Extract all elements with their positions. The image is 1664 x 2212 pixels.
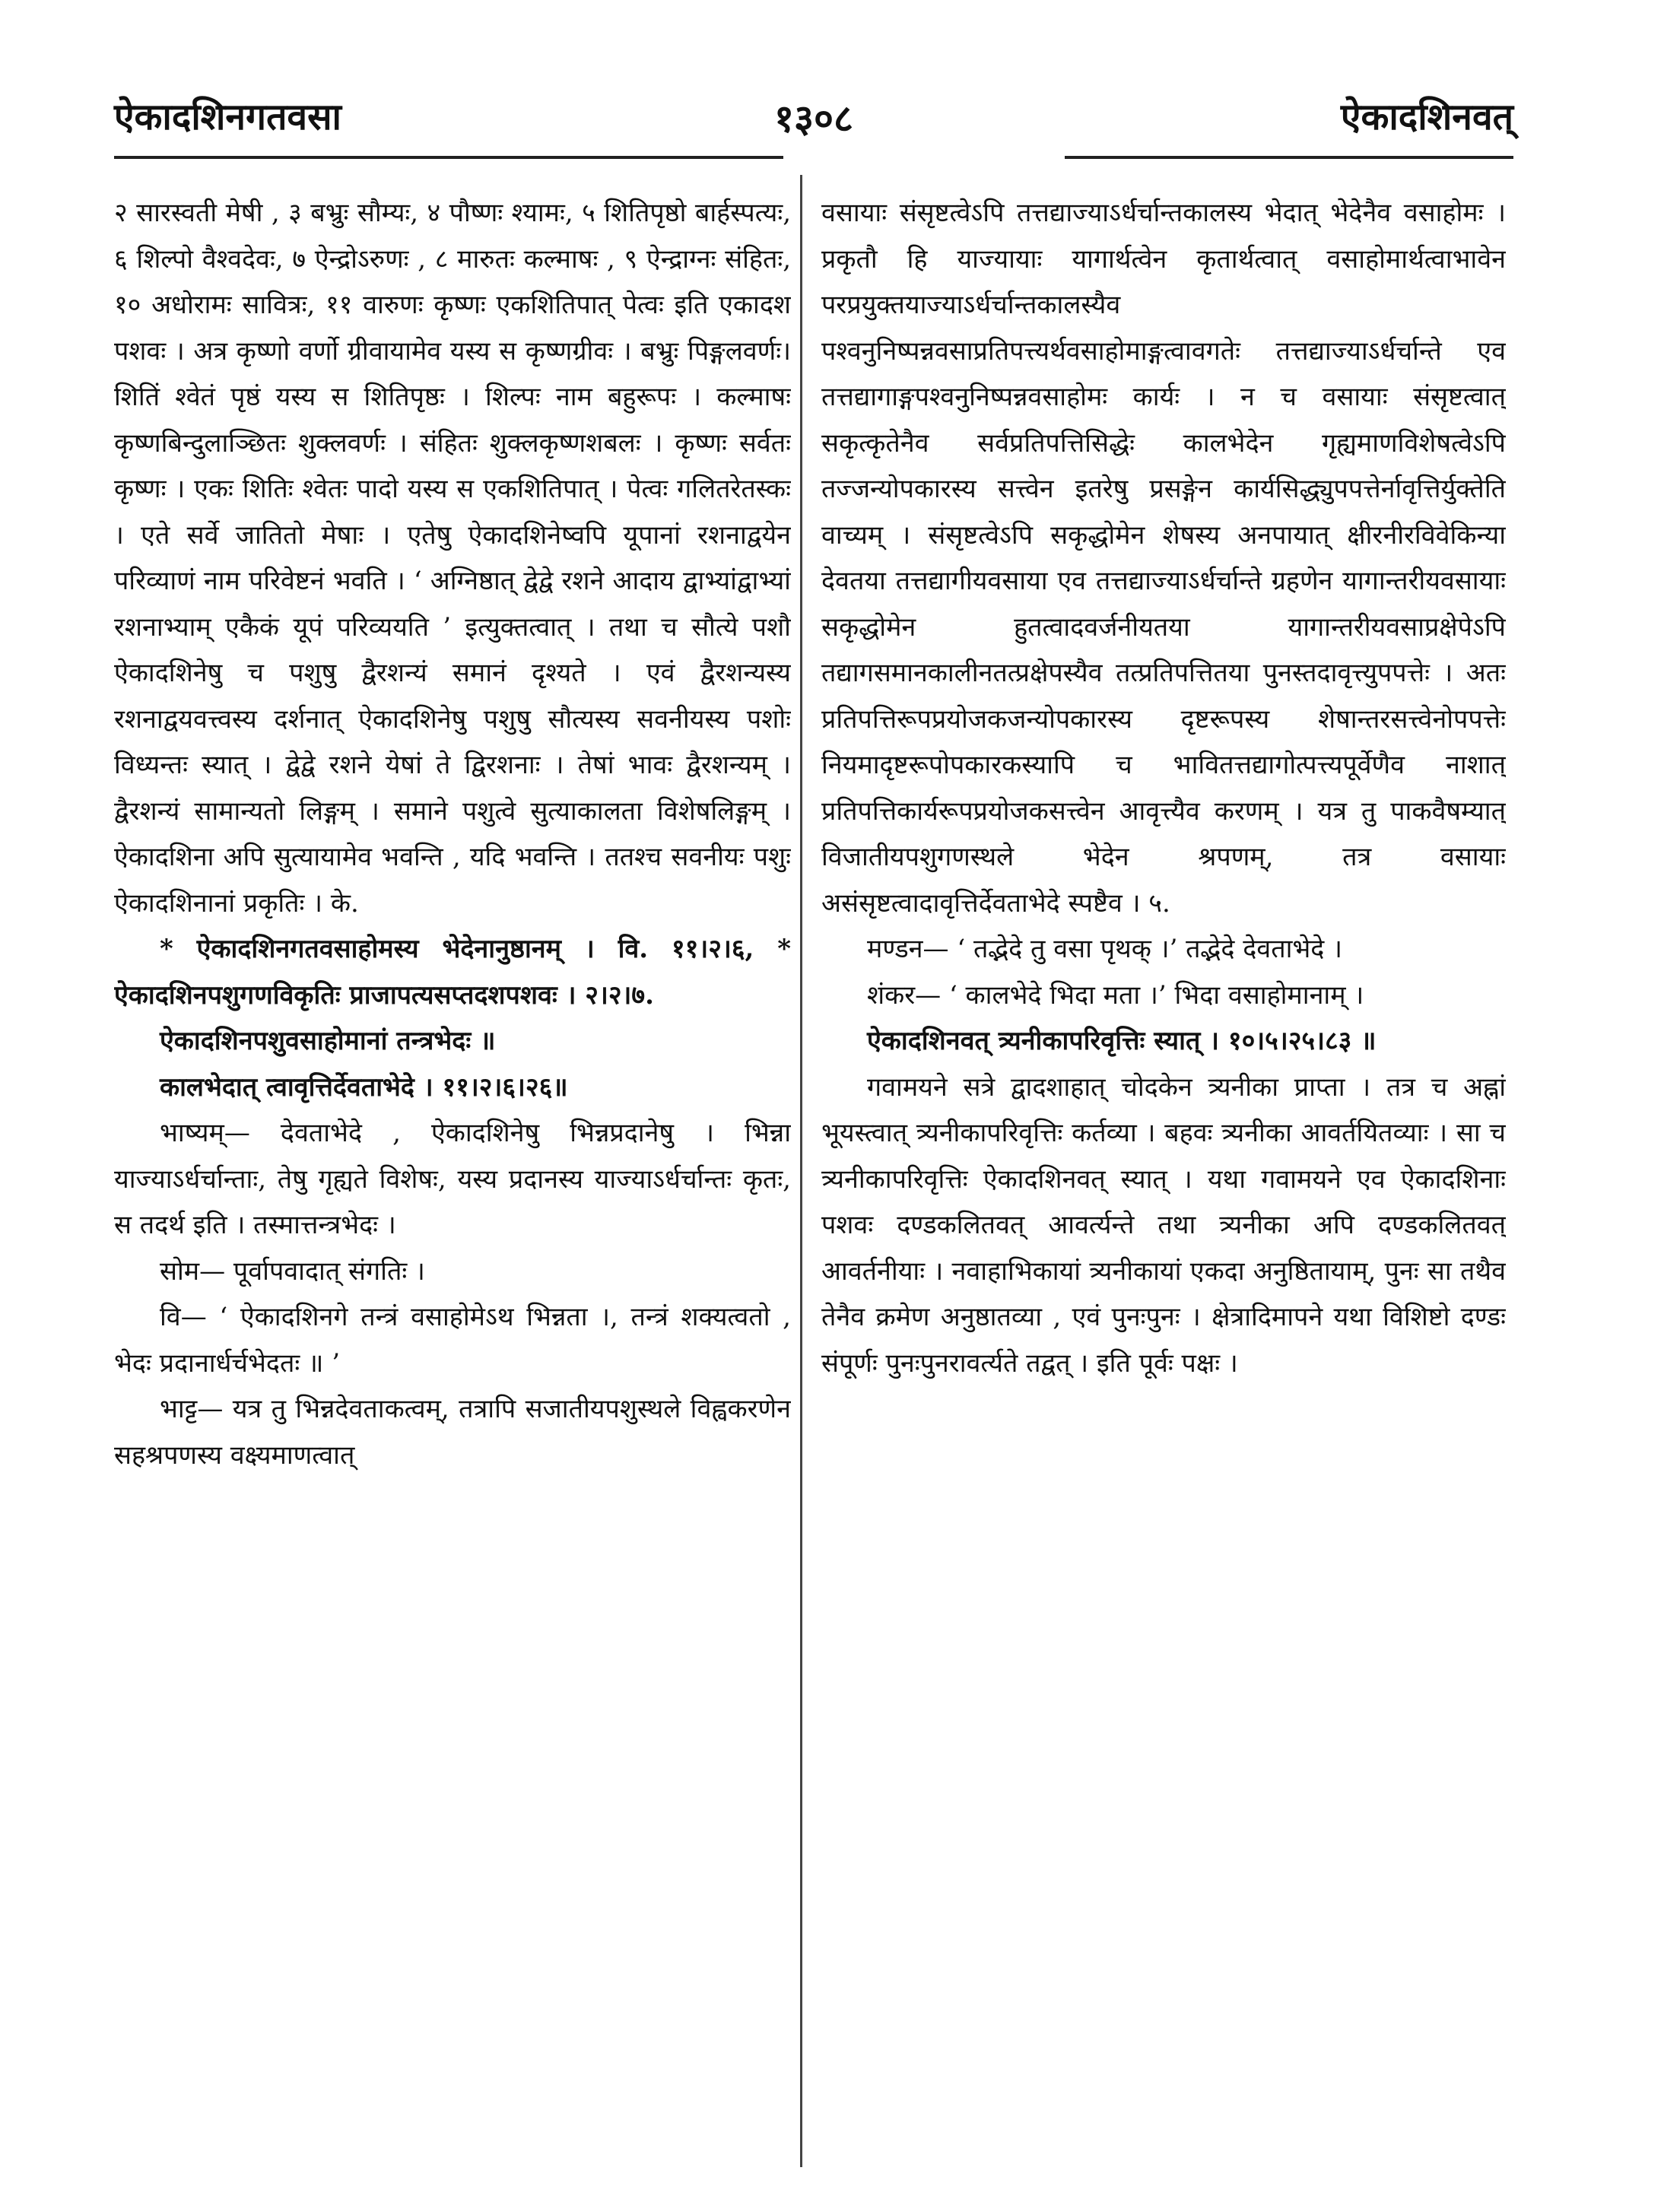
page-header [114, 91, 1513, 152]
left-heading-sutra: ऐकादशिनपशुवसाहोमानां तन्त्रभेदः ॥ [160, 1026, 496, 1056]
left-soma: सोम— पूर्वापवादात् संगतिः । [160, 1255, 425, 1287]
header-rule-right [1065, 156, 1513, 159]
right-heading-sutra: ऐकादशिनवत् त्र्यनीकापरिवृत्तिः स्यात् । १०।५।२५।८३ ॥ [867, 1026, 1377, 1056]
right-column [821, 190, 1506, 2182]
left-vi: वि— ‘ ऐकादशिनगे तन्त्रं वसाहोमेऽथ भिन्नता ।, तन्त्रं शक्यत्वतो , भेदः प्रदानार्धर्चभेदतः ॥ ’ [114, 1302, 791, 1379]
right-shankara: शंकर— ‘ कालभेदे भिदा मता ।’ भिदा वसाहोमानाम् । [867, 979, 1364, 1011]
left-bhatta: भाट्ट— यत्र तु भिन्नदेवताकत्वम्, तत्रापि सजातीयपशुस्थले विह्वकरणेन सहश्रपणस्य वक्ष्यमाणत्वात् [114, 1394, 791, 1471]
left-paragraph-2: * ऐकादशिनगतवसाहोमस्य भेदेनानुष्ठानम् । वि. ११।२।६, * ऐकादशिनपशुगणविकृतिः प्राजापत्यसप्तदशपशवः । २।२।७. [114, 934, 791, 1011]
page-number: १३०८ [774, 96, 853, 141]
right-paragraph-final: गवामयने सत्रे द्वादशाहात् चोदकेन त्र्यनीका प्राप्ता । तत्र च अह्नां भूयस्त्वात् त्र्यनीकापरिवृत्तिः कर्तव्या । बहवः त्र्यनीका आवर्तयितव्याः । सा च त्र्यनीकापरिवृत्तिः ऐकादशिनवत् स्यात् । यथा गवामयने एव ऐकादशिनाः पशवः दण्डकलितवत् आवर्त्यन्ते तथा त्र्यनीका अपि दण्डकलितवत् आवर्तनीयाः । नवाहाभिकायां त्र्यनीकायां एकदा अनुष्ठितायाम्, पुनः सा तथैव तेनैव क्रमेण अनुष्ठातव्या , एवं पुनःपुनः । क्षेत्रादिमापने यथा विशिष्टो दण्डः संपूर्णः पुनःपुनरावर्त्यते तद्वत् । इति पूर्वः पक्षः । [821, 1071, 1506, 1379]
left-sutra-text: कालभेदात् त्वावृत्तिर्देवताभेदे । ११।२।६।२६॥ [160, 1071, 568, 1103]
left-column [114, 190, 791, 2182]
right-mandana: मण्डन— ‘ तद्भेदे तु वसा पृथक् ।’ तद्भेदे देवताभेदे । [867, 934, 1343, 964]
header-left-title: ऐकादशिनगतवसा [114, 96, 341, 138]
column-divider [800, 175, 802, 2167]
left-bhashya: भाष्यम्— देवताभेदे , ऐकादशिनेषु भिन्नप्रदानेषु । भिन्ना याज्याऽर्धर्चान्ताः, तेषु गृह्यते विशेषः, यस्य प्रदानस्य याज्याऽर्धर्चान्तः कृतः, स तदर्थ इति । तस्मात्तन्त्रभेदः । [114, 1118, 791, 1240]
header-right-title: ऐकादशिनवत् [1340, 96, 1513, 138]
left-paragraph-1: २ सारस्वती मेषी , ३ बभ्रुः सौम्यः, ४ पौष्णः श्यामः, ५ शितिपृष्ठो बार्हस्पत्यः, ६ शिल्पो वैश्वदेवः, ७ ऐन्द्रोऽरुणः , ८ मारुतः कल्माषः , ९ ऐन्द्राग्नः संहितः, १० अधोरामः सावित्रः, ११ वारुणः कृष्णः एकशितिपात् पेत्वः इति एकादश पशवः । अत्र कृष्णो वर्णो ग्रीवायामेव यस्य स कृष्णग्रीवः । बभ्रुः पिङ्गलवर्णः। शितिं श्वेतं पृष्ठं यस्य स शितिपृष्ठः । शिल्पः नाम बहुरूपः । कल्माषः कृष्णबिन्दुलाञ्छितः शुक्लवर्णः । संहितः शुक्लकृष्णशबलः । कृष्णः सर्वतः कृष्णः । एकः शितिः श्वेतः पादो यस्य स एकशितिपात् । पेत्वः गलितरेतस्कः । एते सर्वे जातितो मेषाः । एतेषु ऐकादशिनेष्वपि यूपानां रशनाद्वयेन परिव्याणं नाम परिवेष्टनं भवति । ‘ अग्निष्ठात् द्वेद्वे रशने आदाय द्वाभ्यांद्वाभ्यां रशनाभ्याम् एकैकं यूपं परिव्ययति ’ इत्युक्तत्वात् । तथा च सौत्ये पशौ ऐकादशिनेषु च पशुषु द्वैरशन्यं समानं दृश्यते । एवं द्वैरशन्यस्य रशनाद्वयवत्त्वस्य दर्शनात् ऐकादशिनेषु पशुषु सौत्यस्य सवनीयस्य पशोः विध्यन्तः स्यात् । द्वेद्वे रशने येषां ते द्विरशनाः । तेषां भावः द्वैरशन्यम् । द्वैरशन्यं सामान्यतो लिङ्गम् । समाने पशुत्वे सुत्याकालता विशेषलिङ्गम् । ऐकादशिना अपि सुत्यायामेव भवन्ति , यदि भवन्ति । ततश्च सवनीयः पशुः ऐकादशिनानां प्रकृतिः । के. [114, 198, 791, 919]
right-paragraph-1: वसायाः संसृष्टत्वेऽपि तत्तद्याज्याऽर्धर्चान्तकालस्य भेदात् भेदेनैव वसाहोमः । प्रकृतौ हि याज्यायाः यागार्थत्वेन कृतार्थत्वात् वसाहोमार्थत्वाभावेन परप्रयुक्तयाज्याऽर्धर्चान्तकालस्यैव पश्वनुनिष्पन्नवसाप्रतिपत्त्यर्थवसाहोमाङ्गत्वावगतेः तत्तद्याज्याऽर्धर्चान्ते एव तत्तद्यागाङ्गपश्वनुनिष्पन्नवसाहोमः कार्यः । न च वसायाः संसृष्टत्वात् सकृत्कृतेनैव सर्वप्रतिपत्तिसिद्धेः कालभेदेन गृह्यमाणविशेषत्वेऽपि तज्जन्योपकारस्य सत्त्वेन इतरेषु प्रसङ्गेन कार्यसिद्ध्युपपत्तेर्नावृत्तिर्युक्तेति वाच्यम् । संसृष्टत्वेऽपि सकृद्धोमेन शेषस्य अनपायात् क्षीरनीरविवेकिन्या देवतया तत्तद्यागीयवसाया एव तत्तद्याज्याऽर्धर्चान्ते ग्रहणेन यागान्तरीयवसायाः सकृद्धोमेन हुतत्वादवर्जनीयतया यागान्तरीयवसाप्रक्षेपेऽपि तद्यागसमानकालीनतत्प्रक्षेपस्यैव तत्प्रतिपत्तितया पुनस्तदावृत्त्युपपत्तेः । अतः प्रतिपत्तिरूपप्रयोजकजन्योपकारस्य दृष्टरूपस्य शेषान्तरसत्त्वेनोपपत्तेः नियमादृष्टरूपोपकारकस्यापि च भावितत्तद्यागोत्पत्त्यपूर्वेणैव नाशात् प्रतिपत्तिकार्यरूपप्रयोजकसत्त्वेन आवृत्त्यैव करणम् । यत्र तु पाकवैषम्यात् विजातीयपशुगणस्थले भेदेन श्रपणम्, तत्र वसायाः असंसृष्टत्वादावृत्तिर्देवताभेदे स्पष्टैव । ५. [821, 198, 1506, 919]
header-rule-left [114, 156, 783, 159]
